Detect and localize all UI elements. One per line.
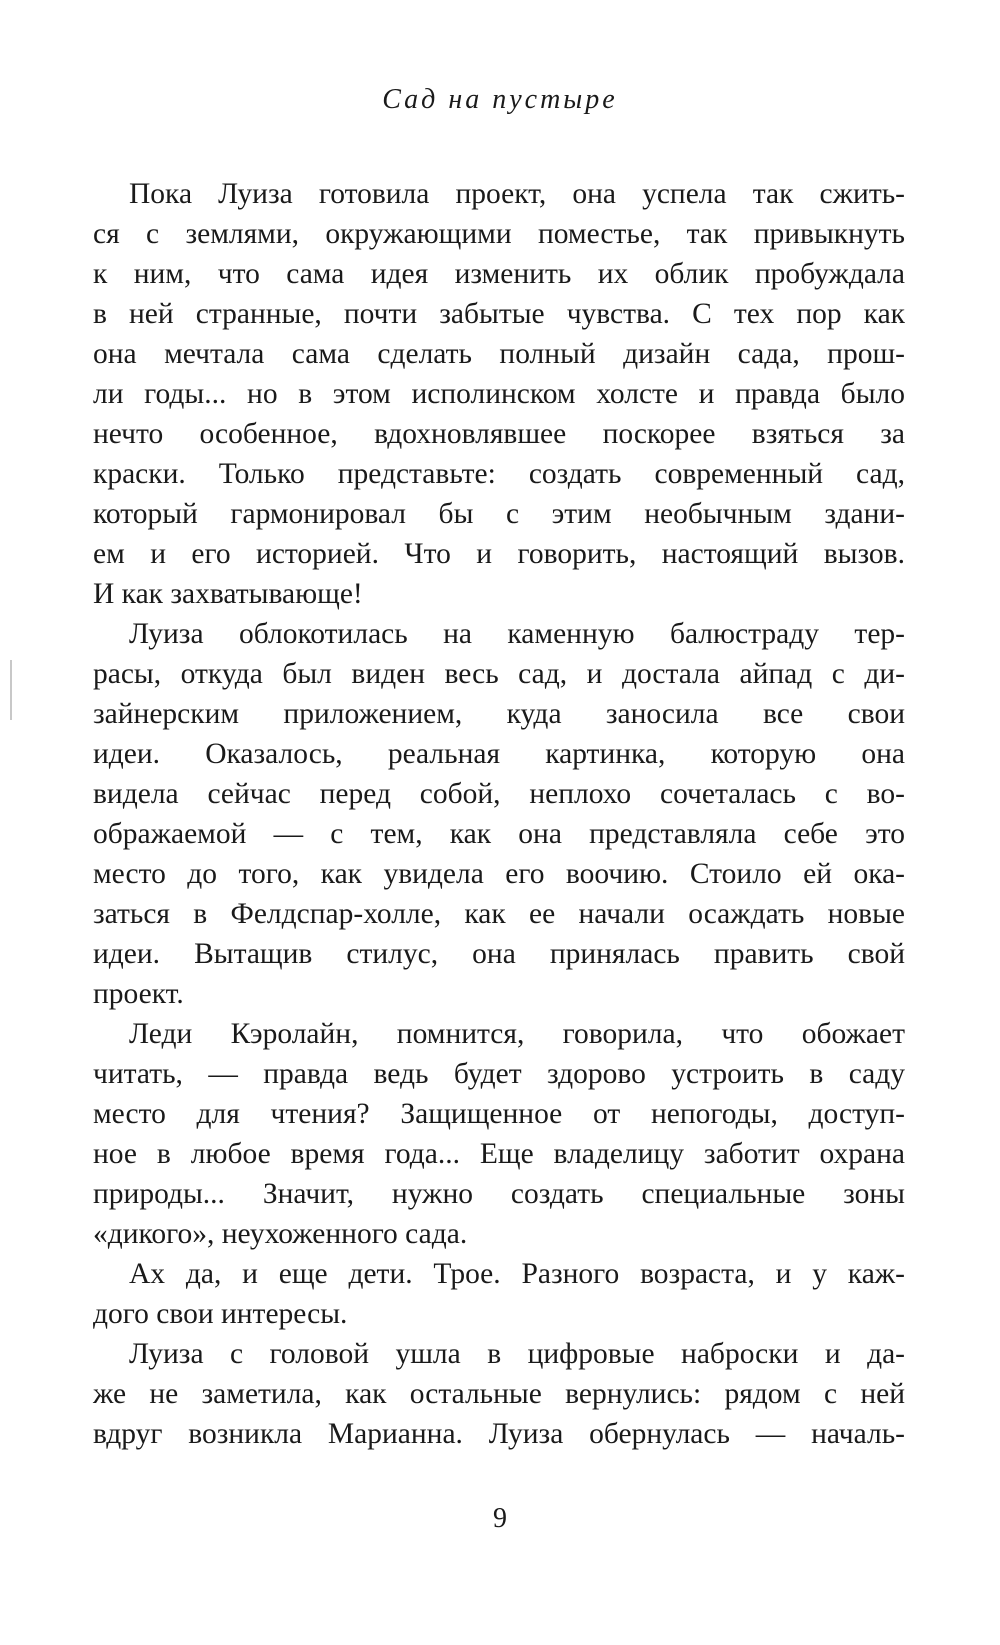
text-line: идеи. Вытащив стилус, она принялась править свой: [93, 938, 905, 970]
text-line: идеи. Оказалось, реальная картинка, которую она: [93, 738, 905, 770]
text-line: ся с землями, окружающими поместье, так привыкнуть: [93, 218, 905, 250]
text-line: она мечтала сама сделать полный дизайн сада, прош-: [93, 338, 905, 370]
text-line: «дикого», неухоженного сада.: [93, 1218, 468, 1250]
text-line: место до того, как увидела его воочию. Стоило ей ока-: [93, 858, 905, 890]
text-line: ображаемой — с тем, как она представляла себе это: [93, 818, 905, 850]
running-title: Сад на пустыре: [382, 84, 618, 115]
text-line: Ах да, и еще дети. Трое. Разного возраста, и у каж-: [129, 1258, 905, 1290]
text-line: дого свои интересы.: [93, 1298, 348, 1330]
body-text: [93, 174, 905, 1454]
paragraph-5: [93, 1334, 905, 1454]
text-line: Луиза с головой ушла в цифровые наброски и да-: [129, 1338, 905, 1370]
text-line: проект.: [93, 978, 184, 1010]
text-line: место для чтения? Защищенное от непогоды, доступ-: [93, 1098, 905, 1130]
text-line: природы... Значит, нужно создать специальные зоны: [93, 1178, 905, 1210]
text-line: же не заметила, как остальные вернулись: рядом с ней: [93, 1378, 905, 1410]
paragraph-2: [93, 614, 905, 1014]
text-line: нечто особенное, вдохновлявшее поскорее взяться за: [93, 418, 905, 450]
text-line: в ней странные, почти забытые чувства. С тех пор как: [93, 298, 905, 330]
text-line: ем и его историей. Что и говорить, настоящий вызов.: [93, 538, 905, 570]
text-line: заться в Фелдспар-холле, как ее начали осаждать новые: [93, 898, 905, 930]
text-line: к ним, что сама идея изменить их облик пробуждала: [93, 258, 905, 290]
text-line: расы, откуда был виден весь сад, и достала айпад с ди-: [93, 658, 905, 690]
scan-edge-mark: [10, 660, 12, 720]
text-line: Пока Луиза готовила проект, она успела так сжить-: [129, 178, 905, 210]
paragraph-3: [93, 1014, 905, 1254]
text-line: зайнерским приложением, куда заносила все свои: [93, 698, 905, 730]
text-line: Леди Кэролайн, помнится, говорила, что обожает: [129, 1018, 905, 1050]
text-line: который гармонировал бы с этим необычным здани-: [93, 498, 905, 530]
text-line: И как захватывающе!: [93, 578, 363, 610]
paragraph-1: [93, 174, 905, 614]
text-line: ли годы... но в этом исполинском холсте и правда было: [93, 378, 905, 410]
text-line: Луиза облокотилась на каменную балюстраду тер-: [129, 618, 905, 650]
text-line: краски. Только представьте: создать современный сад,: [93, 458, 905, 490]
text-line: читать, — правда ведь будет здорово устроить в саду: [93, 1058, 905, 1090]
paragraph-4: [93, 1254, 905, 1334]
text-line: видела сейчас перед собой, неплохо сочеталась с во-: [93, 778, 905, 810]
page-number: 9: [493, 1503, 507, 1534]
text-line: вдруг возникла Марианна. Луиза обернулась — началь-: [93, 1418, 905, 1450]
text-line: ное в любое время года... Еще владелицу заботит охрана: [93, 1138, 905, 1170]
